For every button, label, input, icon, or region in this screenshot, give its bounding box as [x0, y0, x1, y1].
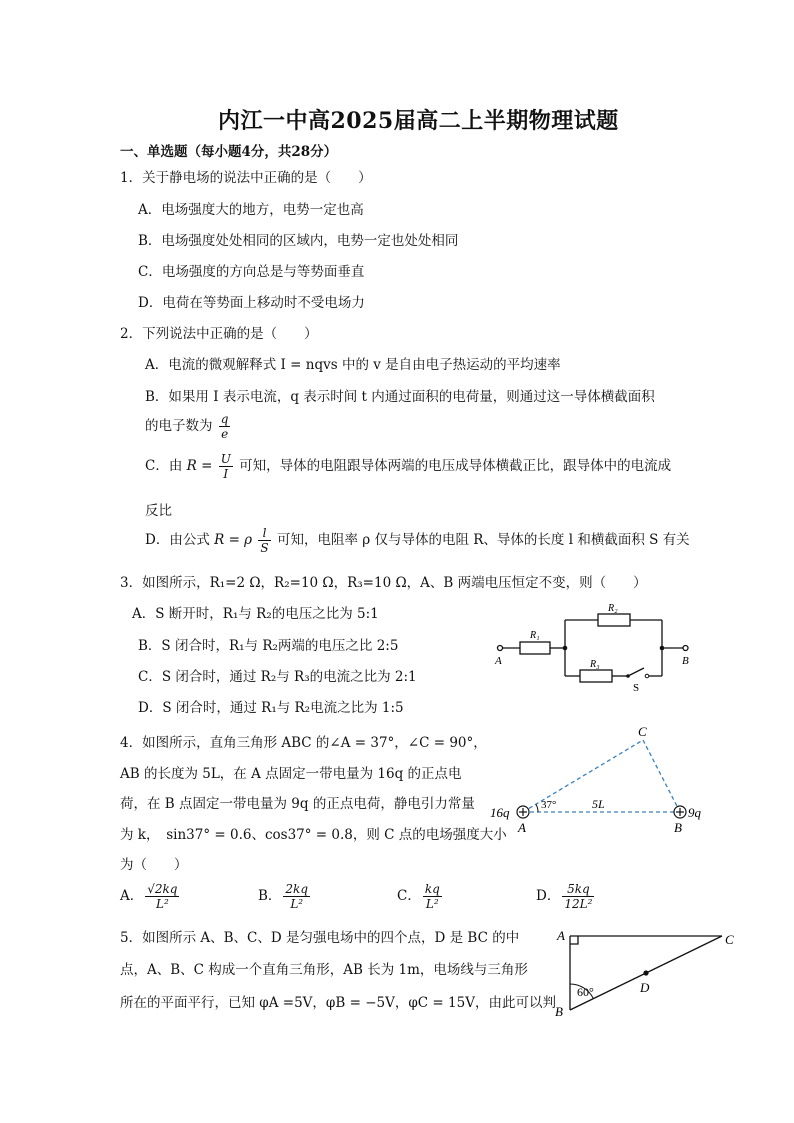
q2-b-text: 的电子数为 [145, 418, 213, 434]
q2-stem: 2．下列说法中正确的是（ ） [120, 326, 318, 342]
vertex-c: C [638, 724, 647, 739]
page-title: 内江一中高2025届高二上半期物理试题 [218, 108, 619, 134]
q3-option-c: C．S 闭合时，通过 R₂与 R₃的电流之比为 2:1 [138, 669, 417, 685]
q4-line1: 4．如图所示，直角三角形 ABC 的∠A = 37°，∠C = 90°， [120, 735, 487, 751]
vertex-a: A [557, 928, 565, 943]
q4-line5: 为（ ） [120, 857, 188, 873]
q5-line1: 5．如图所示 A、B、C、D 是匀强电场中的四个点，D 是 BC 的中 [120, 930, 520, 946]
angle-label: 60° [577, 985, 594, 999]
q5-line2: 点，A、B、C 构成一个直角三角形，AB 长为 1m，电场线与三角形 [120, 962, 528, 978]
label-r2: R₂ [608, 603, 618, 614]
q3-option-b: B．S 闭合时，R₁与 R₂两端的电压之比 2:5 [138, 638, 399, 654]
q2-option-c-line1: C．由 R = $\frac{U}{I}$ 可知，导体的电阻跟导体两端的电压成导体横截正比，跟导体中的电流成 [145, 452, 672, 481]
q3-stem: 3．如图所示，R₁=2 Ω，R₂=10 Ω，R₃=10 Ω，A、B 两端电压恒定不变，则（ ） [120, 575, 647, 591]
q2-option-a: A．电流的微观解释式 I = nqvs 中的 v 是自由电子热运动的平均速率 [145, 357, 561, 373]
angle-label: 37° [541, 799, 557, 811]
q4-option-a: A． $\frac{√2kq}{\text{L²}}$ [120, 882, 178, 911]
point-d: D [640, 980, 650, 995]
q4-option-d: D． $\frac{5kq}{\text{12L²}}$ [536, 882, 593, 911]
label-r1: R₁ [530, 630, 540, 641]
vertex-b: B [674, 820, 682, 835]
charge-b: 9q [688, 805, 701, 820]
q2-option-d: D．由公式 R = ρ $\frac{l}{S}$ 可知，电阻率 ρ 仅与导体的电阻 R、导体的长度 l 和横截面积 S 有关 [145, 526, 690, 555]
vertex-a: A [518, 820, 526, 835]
q4-option-c: C． $\frac{kq}{\text{L²}}$ [397, 882, 440, 911]
q2-d-fraction: $\frac{l}{S}$ [260, 526, 269, 555]
vertex-b: B [555, 1004, 563, 1019]
q2-b-fraction: $\frac{q}{e}$ [220, 412, 229, 441]
q3-circuit-diagram [490, 598, 700, 694]
q1-stem: 1．关于静电场的说法中正确的是（ ） [120, 170, 372, 186]
q2-option-b-line1: B．如果用 I 表示电流，q 表示时间 t 内通过面积的电荷量，则通过这一导体横截面积 [145, 389, 655, 405]
q3-option-a: A．S 断开时，R₁与 R₂的电压之比为 5:1 [132, 606, 379, 622]
q2-c-fraction: $\frac{U}{I}$ [220, 452, 231, 481]
q1-option-b: B．电场强度处处相同的区域内，电势一定也处处相同 [138, 233, 459, 249]
length-label: 5L [592, 797, 605, 811]
q2-option-b-line2 [145, 412, 232, 441]
label-r3: R₃ [590, 659, 600, 670]
q4-option-b: B． $\frac{2kq}{\text{L²}}$ [258, 882, 309, 911]
q4-line3: 荷，在 B 点固定一带电量为 9q 的正点电荷，静电引力常量 [120, 796, 475, 812]
q5-triangle-diagram [550, 922, 750, 1022]
label-a: A [495, 655, 502, 667]
q4-triangle-diagram [488, 722, 718, 840]
q1-option-a: A．电场强度大的地方，电势一定也高 [138, 202, 364, 218]
charge-a: 16q [490, 805, 510, 820]
q4-line2: AB 的长度为 5L，在 A 点固定一带电量为 16q 的正点电 [120, 766, 462, 782]
q4-line4: 为 k， sin37° = 0.6、cos37° = 0.8，则 C 点的电场强度大小 [120, 827, 507, 843]
label-b: B [682, 655, 689, 667]
q3-option-d: D．S 闭合时，通过 R₁与 R₂电流之比为 1:5 [138, 700, 404, 716]
section-heading: 一、单选题（每小题4分，共28分） [120, 144, 338, 160]
q5-line3: 所在的平面平行，已知 φA =5V，φB = −5V，φC = 15V，由此可以判 [120, 995, 556, 1011]
q1-option-c: C．电场强度的方向总是与等势面垂直 [138, 264, 365, 280]
label-s: S [633, 682, 640, 694]
q2-option-c-line2: 反比 [145, 503, 172, 519]
vertex-c: C [725, 932, 734, 947]
q1-option-d: D．电荷在等势面上移动时不受电场力 [138, 295, 365, 311]
